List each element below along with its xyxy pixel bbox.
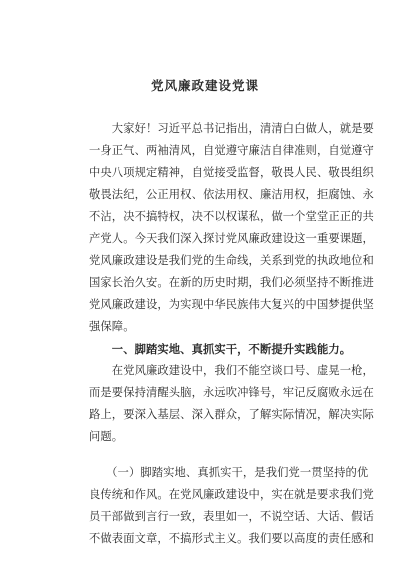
paragraph-line: 不沾，决不搞特权，决不以权谋私，做一个堂堂正正的共 xyxy=(89,210,374,223)
section-heading: 一、脚踏实地、真抓实干，不断提升实践能力。 xyxy=(89,342,352,356)
paragraph-line: 员干部做到言行一致，表里如一，不说空话、大话、假话 xyxy=(89,510,374,523)
paragraph-line: 强保障。 xyxy=(89,320,135,333)
paragraph-line: 敬畏法纪，公正用权、依法用权、廉洁用权，拒腐蚀、永 xyxy=(89,188,374,201)
paragraph-line: 党风廉政建设，为实现中华民族伟大复兴的中国梦提供坚 xyxy=(89,298,374,311)
paragraph-line: 国家长治久安。在新的历史时期，我们必须坚持不断推进 xyxy=(89,276,374,289)
paragraph-line: 大家好！习近平总书记指出，清清白白做人，就是要 xyxy=(89,122,374,135)
paragraph-line: 而是要保持清醒头脑，永远吹冲锋号，牢记反腐败永远在 xyxy=(89,386,374,399)
paragraph-line: 党风廉政建设是我们党的生命线，关系到党的执政地位和 xyxy=(89,254,374,267)
paragraph-line: 良传统和作风。在党风廉政建设中，实在就是要求我们党 xyxy=(89,488,374,501)
paragraph-line: 路上，要深入基层、深入群众，了解实际情况，解决实际 xyxy=(89,408,374,421)
paragraph-line: 一身正气、两袖清风，自觉遵守廉洁自律准则，自觉遵守 xyxy=(89,144,374,157)
paragraph-line: 不做表面文章，不搞形式主义。我们要以高度的责任感和 xyxy=(89,532,374,545)
paragraph-line: （一）脚踏实地、真抓实干，是我们党一贯坚持的优 xyxy=(89,466,369,479)
paragraph-line: 产党人。今天我们深入探讨党风廉政建设这一重要课题， xyxy=(89,232,374,245)
paragraph-line: 问题。 xyxy=(89,430,124,443)
document-title: 党风廉政建设党课 xyxy=(150,78,259,93)
paragraph-line: 中央八项规定精神，自觉接受监督，敬畏人民、敬畏组织 xyxy=(89,166,374,179)
paragraph-line: 在党风廉政建设中，我们不能空谈口号、虚晃一枪， xyxy=(89,364,374,377)
